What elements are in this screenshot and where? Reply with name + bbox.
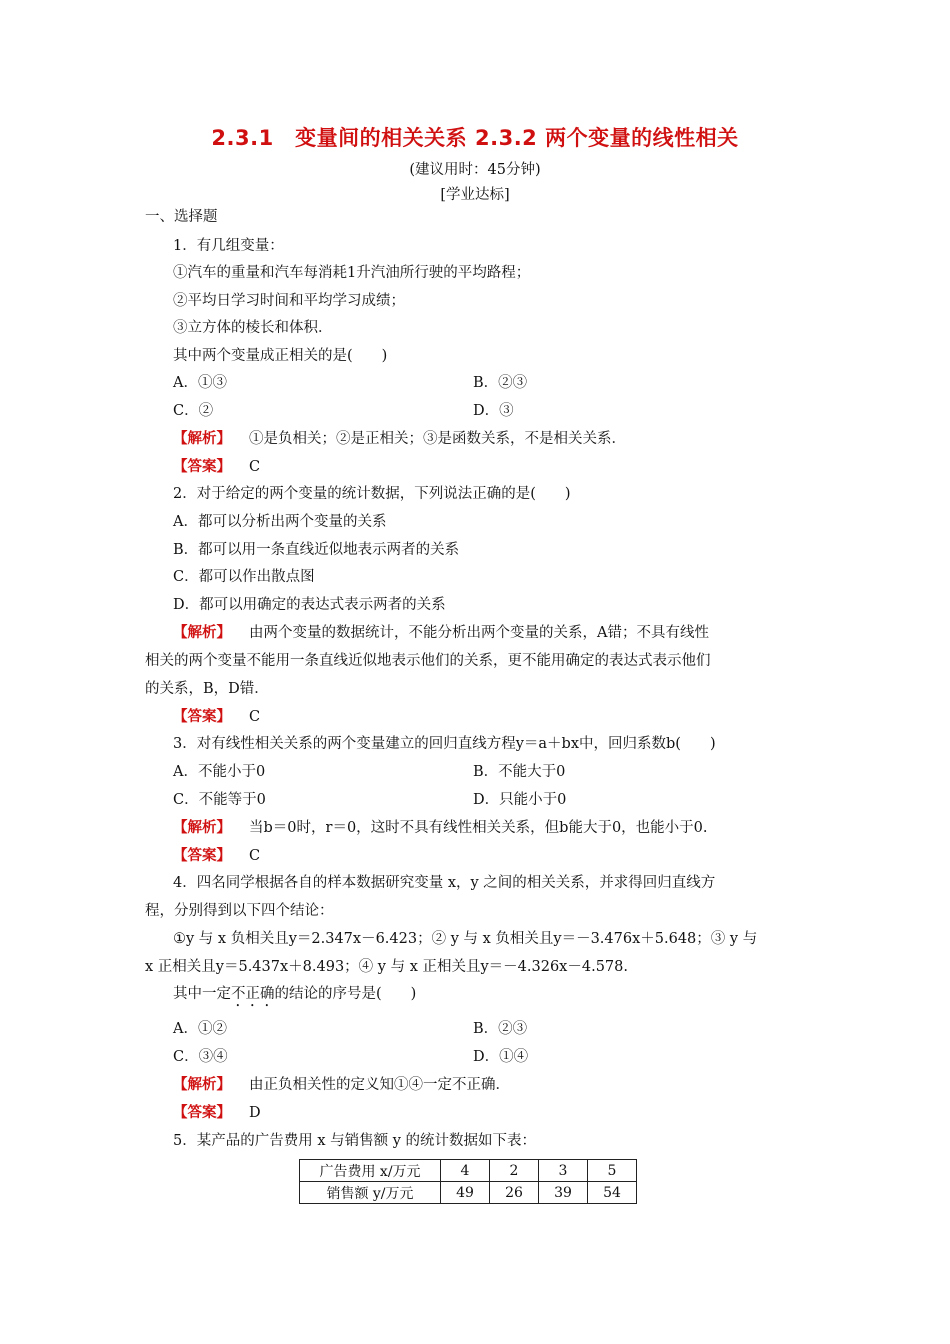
q2-analysis-text-1: 由两个变量的数据统计，不能分析出两个变量的关系，A错；不具有线性 xyxy=(249,625,709,641)
q4-question-pre: 其中一定 xyxy=(173,986,231,1002)
part-heading: 一、选择题 xyxy=(145,209,218,225)
q2-option-c: C．都可以作出散点图 xyxy=(173,569,315,585)
q4-analysis xyxy=(173,1075,510,1095)
table-cell: 4 xyxy=(441,1160,490,1182)
answer-label: 【答案】 xyxy=(173,1105,231,1121)
answer-label: 【答案】 xyxy=(173,459,231,475)
q1-answer xyxy=(173,457,260,477)
q3-stem: 3．对有线性相关关系的两个变量建立的回归直线方程y＝a＋bx中，回归系数b( ) xyxy=(173,736,716,752)
q2-answer xyxy=(173,707,260,727)
q1-question: 其中两个变量成正相关的是( ) xyxy=(173,348,388,364)
table-cell: 39 xyxy=(539,1182,588,1204)
q4-question-post: 的结论的序号是( ) xyxy=(274,986,417,1002)
q3-analysis-text: 当b＝0时，r＝0，这时不具有线性相关关系，但b能大于0，也能小于0. xyxy=(249,820,708,836)
q3-answer-text: C xyxy=(249,848,261,864)
q1-option-c: C．② xyxy=(173,403,214,419)
q3-option-a: A．不能小于0 xyxy=(173,764,266,780)
q3-option-b: B．不能大于0 xyxy=(473,764,566,780)
answer-label: 【答案】 xyxy=(173,709,231,725)
q1-item-2: ②平均日学习时间和平均学习成绩； xyxy=(173,293,405,309)
q4-analysis-text: 由正负相关性的定义知①④一定不正确． xyxy=(249,1077,510,1093)
analysis-label: 【解析】 xyxy=(173,820,231,836)
q3-answer xyxy=(173,846,260,866)
q4-answer-text: D xyxy=(249,1105,261,1121)
q1-stem: 1．有几组变量： xyxy=(173,238,284,254)
q1-item-1: ①汽车的重量和汽车每消耗1升汽油所行驶的平均路程； xyxy=(173,265,531,281)
answer-label: 【答案】 xyxy=(173,848,231,864)
q4-conclusions-1: ①y 与 x 负相关且y＝2.347x－6.423；② y 与 x 负相关且y＝－3.476x＋5.648；③ y 与 xyxy=(173,931,758,947)
q3-analysis xyxy=(173,818,708,838)
table-header-cell: 广告费用 x/万元 xyxy=(300,1160,441,1182)
q4-option-a: A．①② xyxy=(173,1021,227,1037)
table-cell: 3 xyxy=(539,1160,588,1182)
q2-option-a: A．都可以分析出两个变量的关系 xyxy=(173,514,387,530)
q4-answer xyxy=(173,1103,261,1123)
q4-stem-1: 4．四名同学根据各自的样本数据研究变量 x，y 之间的相关关系，并求得回归直线方 xyxy=(173,875,716,891)
q4-stem-2: 程，分别得到以下四个结论： xyxy=(145,903,334,919)
q1-analysis xyxy=(173,429,626,449)
q2-stem: 2．对于给定的两个变量的统计数据，下列说法正确的是( ) xyxy=(173,486,571,502)
analysis-label: 【解析】 xyxy=(173,1077,231,1093)
q4-question xyxy=(173,984,416,1010)
q3-option-c: C．不能等于0 xyxy=(173,792,266,808)
q4-option-b: B．②③ xyxy=(473,1021,528,1037)
analysis-label: 【解析】 xyxy=(173,431,231,447)
q2-analysis-text-2: 相关的两个变量不能用一条直线近似地表示他们的关系，更不能用确定的表达式表示他们 xyxy=(145,653,711,669)
table-row xyxy=(300,1182,637,1204)
q5-data-table xyxy=(299,1159,637,1204)
table-cell: 54 xyxy=(588,1182,637,1204)
q1-analysis-text: ①是负相关；②是正相关；③是函数关系，不是相关关系． xyxy=(249,431,626,447)
section-tag: [学业达标] xyxy=(440,187,510,203)
q2-option-d: D．都可以用确定的表达式表示两者的关系 xyxy=(173,597,446,613)
q5-stem: 5．某产品的广告费用 x 与销售额 y 的统计数据如下表： xyxy=(173,1133,537,1149)
q4-option-d: D．①④ xyxy=(473,1049,529,1065)
table-header-cell: 销售额 y/万元 xyxy=(300,1182,441,1204)
q1-option-b: B．②③ xyxy=(473,375,528,391)
q1-answer-text: C xyxy=(249,459,261,475)
q3-option-d: D．只能小于0 xyxy=(473,792,567,808)
q4-emphasis: 不正确 xyxy=(231,986,275,1002)
q2-option-b: B．都可以用一条直线近似地表示两者的关系 xyxy=(173,542,460,558)
table-row xyxy=(300,1160,637,1182)
q2-analysis-text-3: 的关系，B，D错． xyxy=(145,681,269,697)
table-cell: 26 xyxy=(490,1182,539,1204)
page-title: 2.3.1 变量间的相关关系 2.3.2 两个变量的线性相关 xyxy=(211,126,739,150)
q4-conclusions-2: x 正相关且y＝5.437x＋8.493；④ y 与 x 正相关且y＝－4.326x－4.578. xyxy=(145,959,628,975)
table-cell: 2 xyxy=(490,1160,539,1182)
analysis-label: 【解析】 xyxy=(173,625,231,641)
q1-option-a: A．①③ xyxy=(173,375,227,391)
q1-option-d: D．③ xyxy=(473,403,514,419)
q2-analysis xyxy=(173,623,709,643)
table-cell: 5 xyxy=(588,1160,637,1182)
q2-answer-text: C xyxy=(249,709,261,725)
q4-option-c: C．③④ xyxy=(173,1049,228,1065)
table-cell: 49 xyxy=(441,1182,490,1204)
time-note: (建议用时：45分钟) xyxy=(409,162,541,178)
q1-item-3: ③立方体的棱长和体积． xyxy=(173,320,333,336)
